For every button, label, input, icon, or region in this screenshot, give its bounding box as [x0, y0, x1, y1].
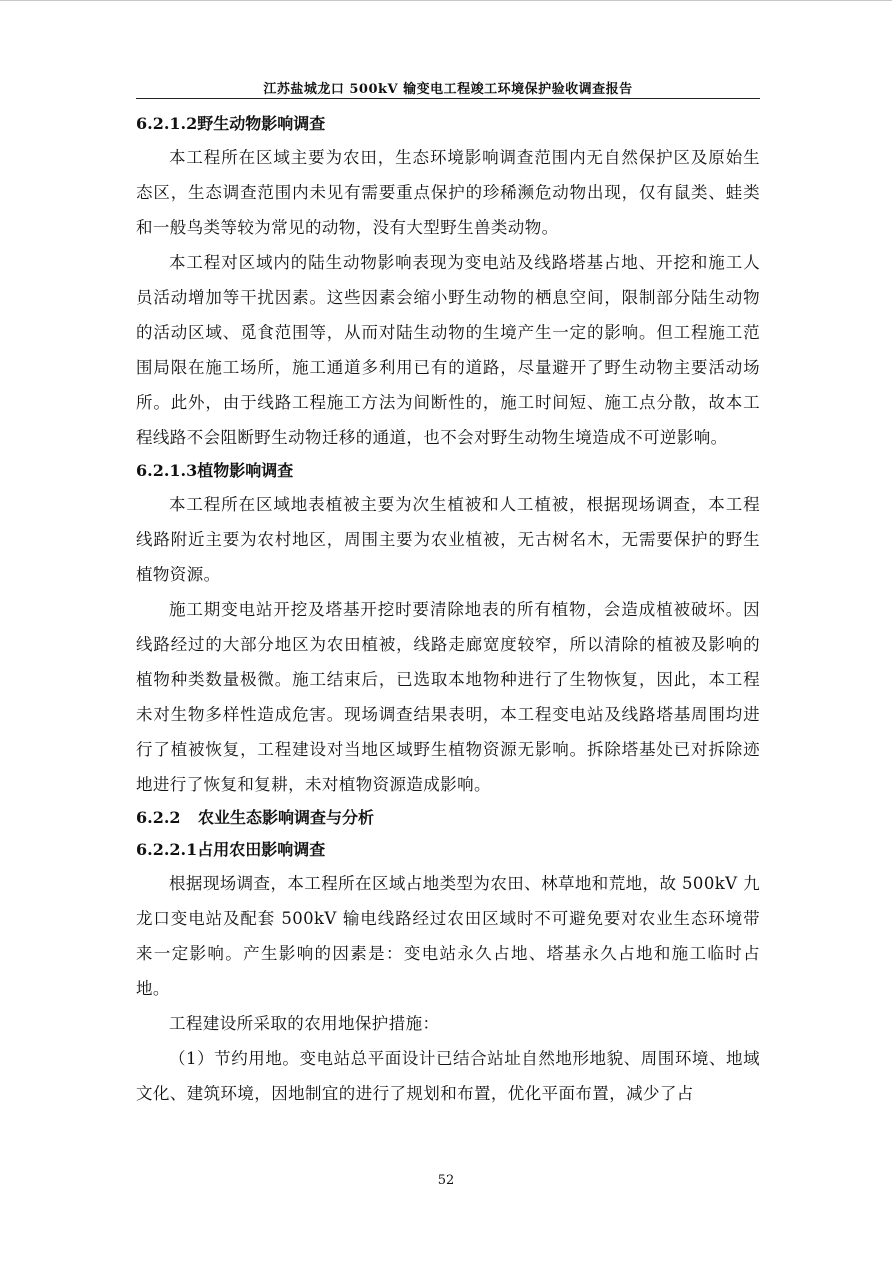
paragraph: 施工期变电站开挖及塔基开挖时要清除地表的所有植物，会造成植被破坏。因线路经过的大部分地区为农田植被，线路走廊宽度较窄，所以清除的植被及影响的植物种类数量极微。施工结束后，已选取本地物种进行了生物恢复，因此，本工程未对生物多样性造成危害。现场调查结果表明，本工程变电站及线路塔基周围均进行了植被恢复，工程建设对当地区域野生植物资源无影响。拆除塔基处已对拆除迹地进行了恢复和复耕，未对植物资源造成影响。	[136, 600, 760, 794]
running-header: 江苏盐城龙口 500kV 输变电工程竣工环境保护验收调查报告	[263, 82, 633, 97]
page-top-edge	[0, 0, 892, 1]
section-heading-plants	[136, 455, 760, 487]
section-title: 植物影响调查	[197, 461, 294, 480]
header-divider	[136, 98, 760, 99]
paragraph: 本工程所在区域主要为农田，生态环境影响调查范围内无自然保护区及原始生态区，生态调查范围内未见有需要重点保护的珍稀濒危动物出现，仅有鼠类、蛙类和一般鸟类等较为常见的动物，没有大型野生兽类动物。	[136, 148, 760, 237]
paragraph: 根据现场调查，本工程所在区域占地类型为农田、林草地和荒地，故 500kV 九龙口变电站及配套 500kV 输电线路经过农田区域时不可避免要对农业生态环境带来一定影响。产生影响的因素是：变电站永久占地、塔基永久占地和施工临时占地。	[136, 874, 760, 998]
section-title: 占用农田影响调查	[197, 840, 326, 859]
paragraph: （1）节约用地。变电站总平面设计已结合站址自然地形地貌、周围环境、地域文化、建筑环境，因地制宜的进行了规划和布置，优化平面布置，减少了占	[136, 1049, 760, 1103]
section-heading-farmland	[136, 834, 760, 866]
section-number: 6.2.1.2	[136, 114, 198, 133]
paragraph: 本工程对区域内的陆生动物影响表现为变电站及线路塔基占地、开挖和施工人员活动增加等干扰因素。这些因素会缩小野生动物的栖息空间，限制部分陆生动物的活动区域、觅食范围等，从而对陆生动物的生境产生一定的影响。但工程施工范围局限在施工场所，施工通道多利用已有的道路，尽量避开了野生动物主要活动场所。此外，由于线路工程施工方法为间断性的，施工时间短、施工点分散，故本工程线路不会阻断野生动物迁移的通道，也不会对野生动物生境造成不可逆影响。	[136, 253, 760, 447]
section-heading-wildlife	[136, 108, 760, 140]
section-title: 农业生态影响调查与分析	[198, 808, 375, 827]
section-number: 6.2.2	[136, 808, 181, 827]
section-number: 6.2.1.3	[136, 461, 198, 480]
page-number: 52	[437, 1173, 455, 1188]
paragraph: 本工程所在区域地表植被主要为次生植被和人工植被，根据现场调查，本工程线路附近主要为农村地区，周围主要为农业植被，无古树名木，无需要保护的野生植物资源。	[136, 495, 760, 584]
section-title: 野生动物影响调查	[197, 114, 326, 133]
document-body	[136, 108, 760, 1111]
section-heading-agriculture	[136, 802, 760, 834]
section-number: 6.2.2.1	[136, 840, 198, 859]
paragraph: 工程建设所采取的农用地保护措施：	[169, 1014, 440, 1033]
